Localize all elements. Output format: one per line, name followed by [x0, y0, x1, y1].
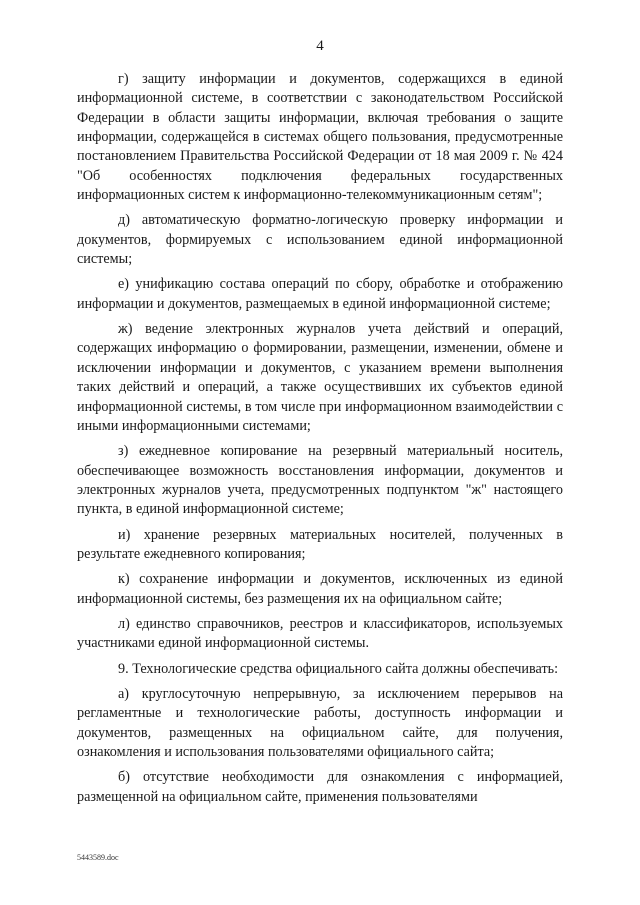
paragraph-a: а) круглосуточную непрерывную, за исключением перерывов на регламентные и технологические работы, доступность информации и документов, размещенных на официальном сайте, для получения, ознакомления и использования пользователями официального сайта; [77, 685, 563, 760]
document-body [77, 70, 563, 813]
paragraph-e: е) унификацию состава операций по сбору, обработке и отображению информации и документов, размещаемых в единой информационной системе; [77, 276, 563, 312]
paragraph-i: и) хранение резервных материальных носителей, полученных в результате ежедневного копирования; [77, 526, 563, 562]
paragraph-b: б) отсутствие необходимости для ознакомления с информацией, размещенной на официальном сайте, применения пользователями [77, 769, 563, 805]
paragraph-g: г) защиту информации и документов, содержащихся в единой информационной системе, в соответствии с законодательством Российской Федерации в области защиты информации, включая требования о защите информации, содержащейся в системах общего пользования, предусмотренные постановлением Правительства Российской Федерации от 18 мая 2009 г. № 424 "Об особенностях подключения федеральных государственных информационных систем к информационно-телекоммуникационным сетям"; [77, 71, 563, 204]
paragraph-9: 9. Технологические средства официального сайта должны обеспечивать: [118, 660, 559, 677]
page-number: 4 [316, 38, 324, 54]
paragraph-k: к) сохранение информации и документов, исключенных из единой информационной системы, без размещения их на официальном сайте; [77, 571, 563, 607]
paragraph-zh: ж) ведение электронных журналов учета действий и операций, содержащих информацию о формировании, размещении, изменении, обмене и исключении информации и документов, с указанием времени выполнения таких действий и операций, а также осуществивших их субъектов единой информационной системы, в том числе при информационном взаимодействии с иными информационными системами; [77, 321, 563, 434]
file-name-footer: 5443589.doc [77, 853, 119, 862]
paragraph-z: з) ежедневное копирование на резервный материальный носитель, обеспечивающее возможность восстановления информации, документов и электронных журналов учета, предусмотренных подпунктом "ж" настоящего пункта, в единой информационной системе; [77, 443, 563, 518]
paragraph-d: д) автоматическую форматно-логическую проверку информации и документов, формируемых с использованием единой информационной системы; [77, 212, 563, 268]
paragraph-l: л) единство справочников, реестров и классификаторов, используемых участниками единой информационной системы. [77, 615, 563, 652]
